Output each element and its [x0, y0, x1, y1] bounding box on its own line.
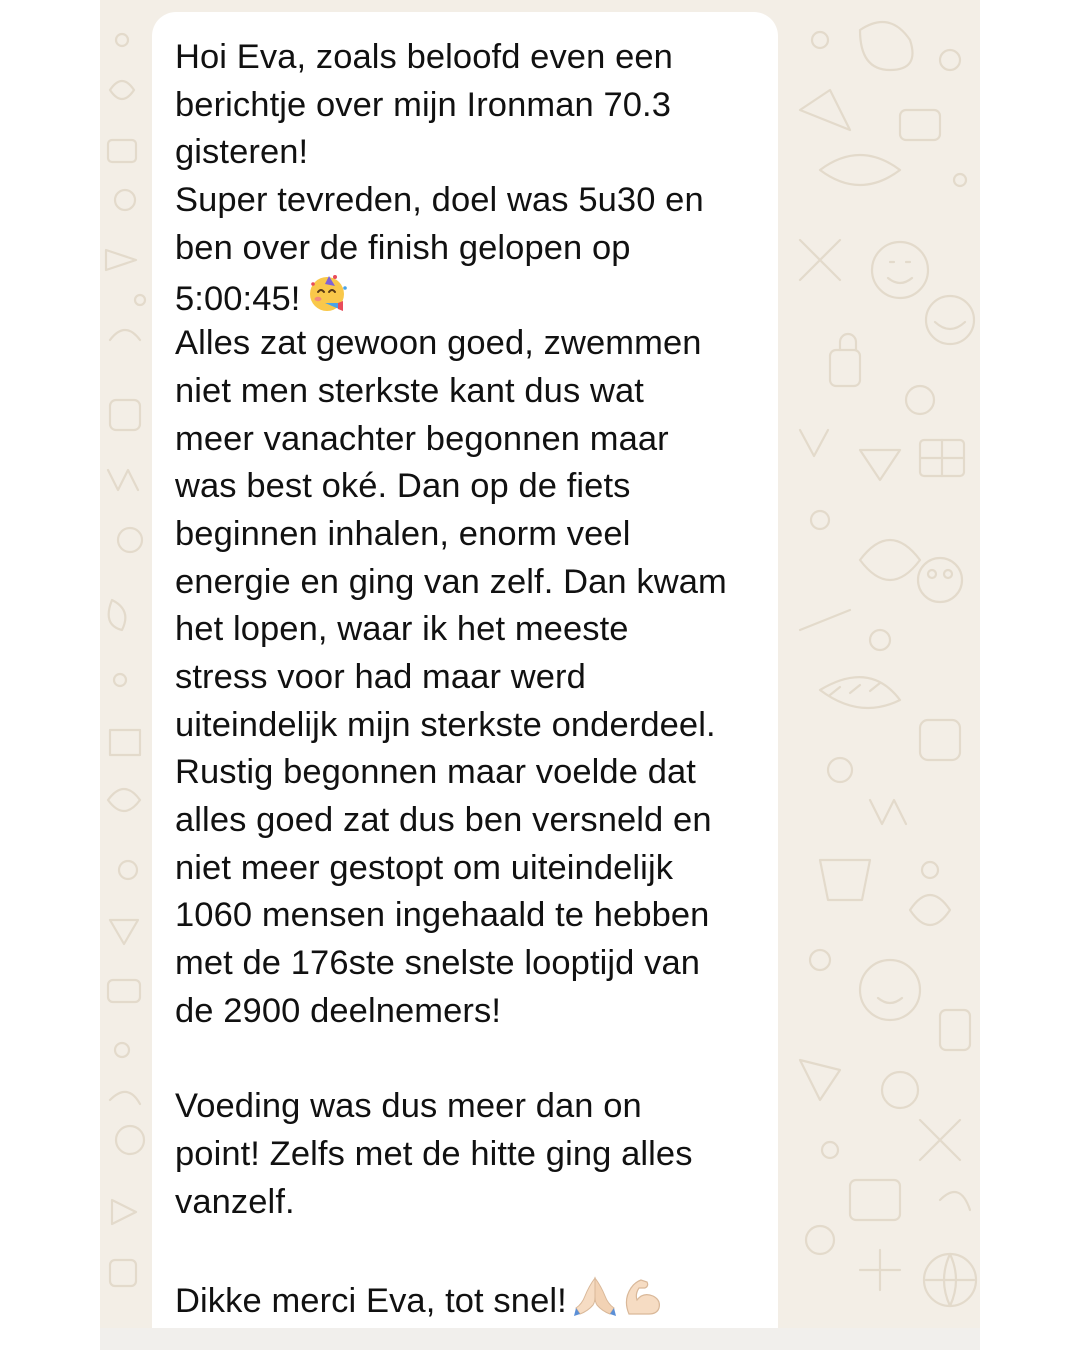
- message-line: Alles zat gewoon goed, zwemmen: [175, 324, 702, 363]
- blank-line: [175, 1035, 778, 1083]
- flexed-biceps-emoji: [619, 1274, 663, 1332]
- message-line: energie en ging van zelf. Dan kwam: [175, 562, 727, 601]
- message-line: niet men sterkste kant dus wat: [175, 371, 644, 410]
- message-line: meer vanachter begonnen maar: [175, 419, 669, 458]
- message-bubble[interactable]: [152, 12, 778, 1328]
- message-line: beginnen inhalen, enorm veel: [175, 514, 631, 553]
- message-line: stress voor had maar werd: [175, 657, 586, 696]
- message-line: was best oké. Dan op de fiets: [175, 467, 631, 506]
- message-line: niet meer gestopt om uiteindelijk: [175, 848, 674, 887]
- message-line: Hoi Eva, zoals beloofd even een: [175, 38, 673, 76]
- message-line: point! Zelfs met de hitte ging alles: [175, 1134, 693, 1173]
- message-line: ben over de finish gelopen op: [175, 228, 631, 267]
- chat-background: [100, 0, 980, 1350]
- message-line: de 2900 deelnemers!: [175, 991, 502, 1030]
- message-line: alles goed zat dus ben versneld en: [175, 801, 712, 839]
- bottom-strip: [100, 1328, 980, 1350]
- message-line-with-emoji: [175, 272, 778, 320]
- message-text: [175, 34, 778, 1322]
- message-line-with-emoji: [175, 1274, 778, 1322]
- message-line: met de 176ste snelste looptijd van: [175, 944, 701, 983]
- message-line: vanzelf.: [175, 1182, 295, 1221]
- message-line: het lopen, waar ik het meeste: [175, 610, 629, 649]
- folded-hands-emoji: [573, 1274, 617, 1332]
- message-line: gisteren!: [175, 133, 309, 172]
- message-line: Super tevreden, doel was 5u30 en: [175, 181, 704, 220]
- message-line: berichtje over mijn Ironman 70.3: [175, 85, 672, 124]
- message-line: Dikke merci Eva, tot snel!: [175, 1281, 567, 1320]
- blank-line: [175, 1226, 778, 1274]
- message-line: uiteindelijk mijn sterkste onderdeel.: [175, 705, 716, 744]
- message-line: 5:00:45!: [175, 280, 301, 319]
- message-line: Rustig begonnen maar voelde dat: [175, 753, 696, 792]
- message-line: 1060 mensen ingehaald te hebben: [175, 896, 710, 935]
- message-line: Voeding was dus meer dan on: [175, 1087, 642, 1126]
